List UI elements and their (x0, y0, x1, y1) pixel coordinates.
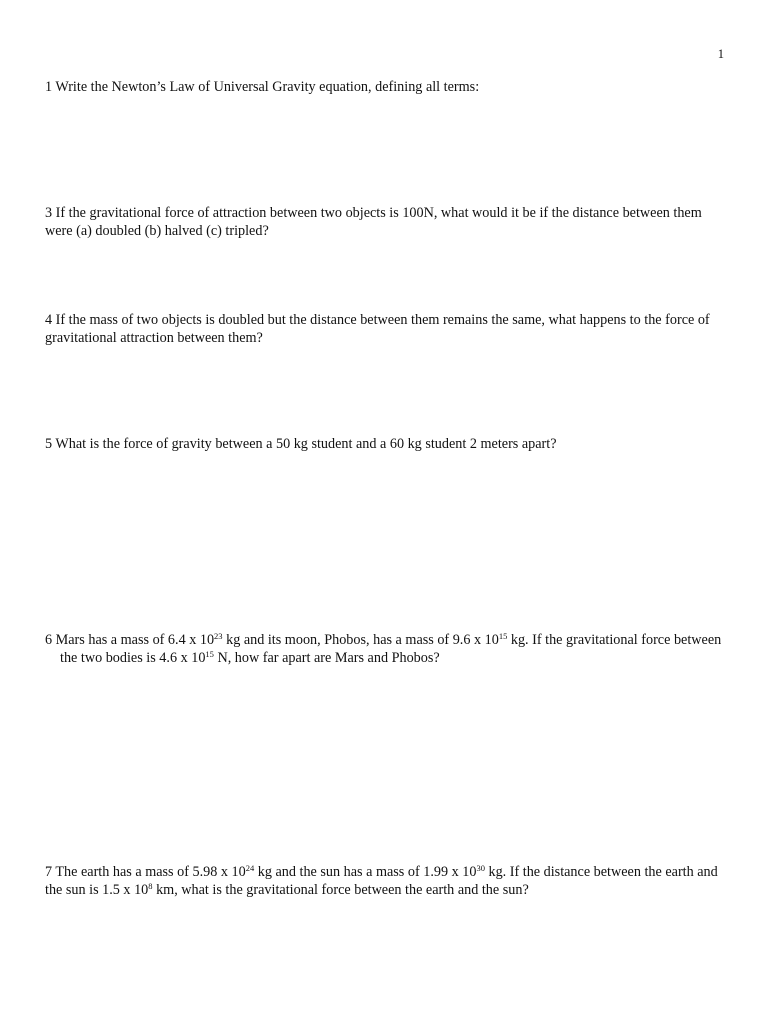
question-7-text-1: 7 The earth has a mass of 5.98 x 10 (45, 864, 246, 880)
question-1: 1 Write the Newton’s Law of Universal Gravity equation, defining all terms: (45, 79, 480, 95)
question-7-exponent-2: 30 (476, 863, 485, 873)
question-7-text-4: km, what is the gravitational force between the earth and the sun? (152, 881, 529, 898)
question-6-text-3: kg. If the gravitational force between the two bodies is 4.6 x 10 (60, 632, 722, 666)
question-6-text-4: N, how far apart are Mars and Phobos? (213, 649, 440, 666)
question-7-exponent-1: 24 (245, 863, 255, 873)
question-3: 3 If the gravitational force of attraction between two objects is 100N, what would it be if the distance between them were (a) doubled (b) halved (c) tripled? (45, 205, 702, 239)
question-4: 4 If the mass of two objects is doubled but the distance between them remains the same, what happens to the force of gravitational attraction between them? (45, 312, 710, 346)
question-7-text-2: kg and the sun has a mass of 1.99 x 10 (254, 864, 477, 880)
question-6 (45, 632, 740, 667)
question-6-exponent-2: 15 (498, 631, 508, 641)
question-7-text-3: kg. If the distance between the earth and the sun is 1.5 x 10 (45, 864, 718, 898)
page-number: 1 (717, 47, 724, 61)
question-7 (45, 864, 725, 899)
question-7-exponent-3: 8 (148, 880, 153, 891)
question-6-text-1: 6 Mars has a mass of 6.4 x 10 (45, 632, 215, 648)
question-5: 5 What is the force of gravity between a 50 kg student and a 60 kg student 2 meters apart? (45, 436, 557, 452)
question-6-text-2: kg and its moon, Phobos, has a mass of 9.6 x 10 (222, 632, 499, 648)
question-6-exponent-1: 23 (214, 631, 223, 641)
question-6-exponent-3: 15 (205, 648, 214, 659)
